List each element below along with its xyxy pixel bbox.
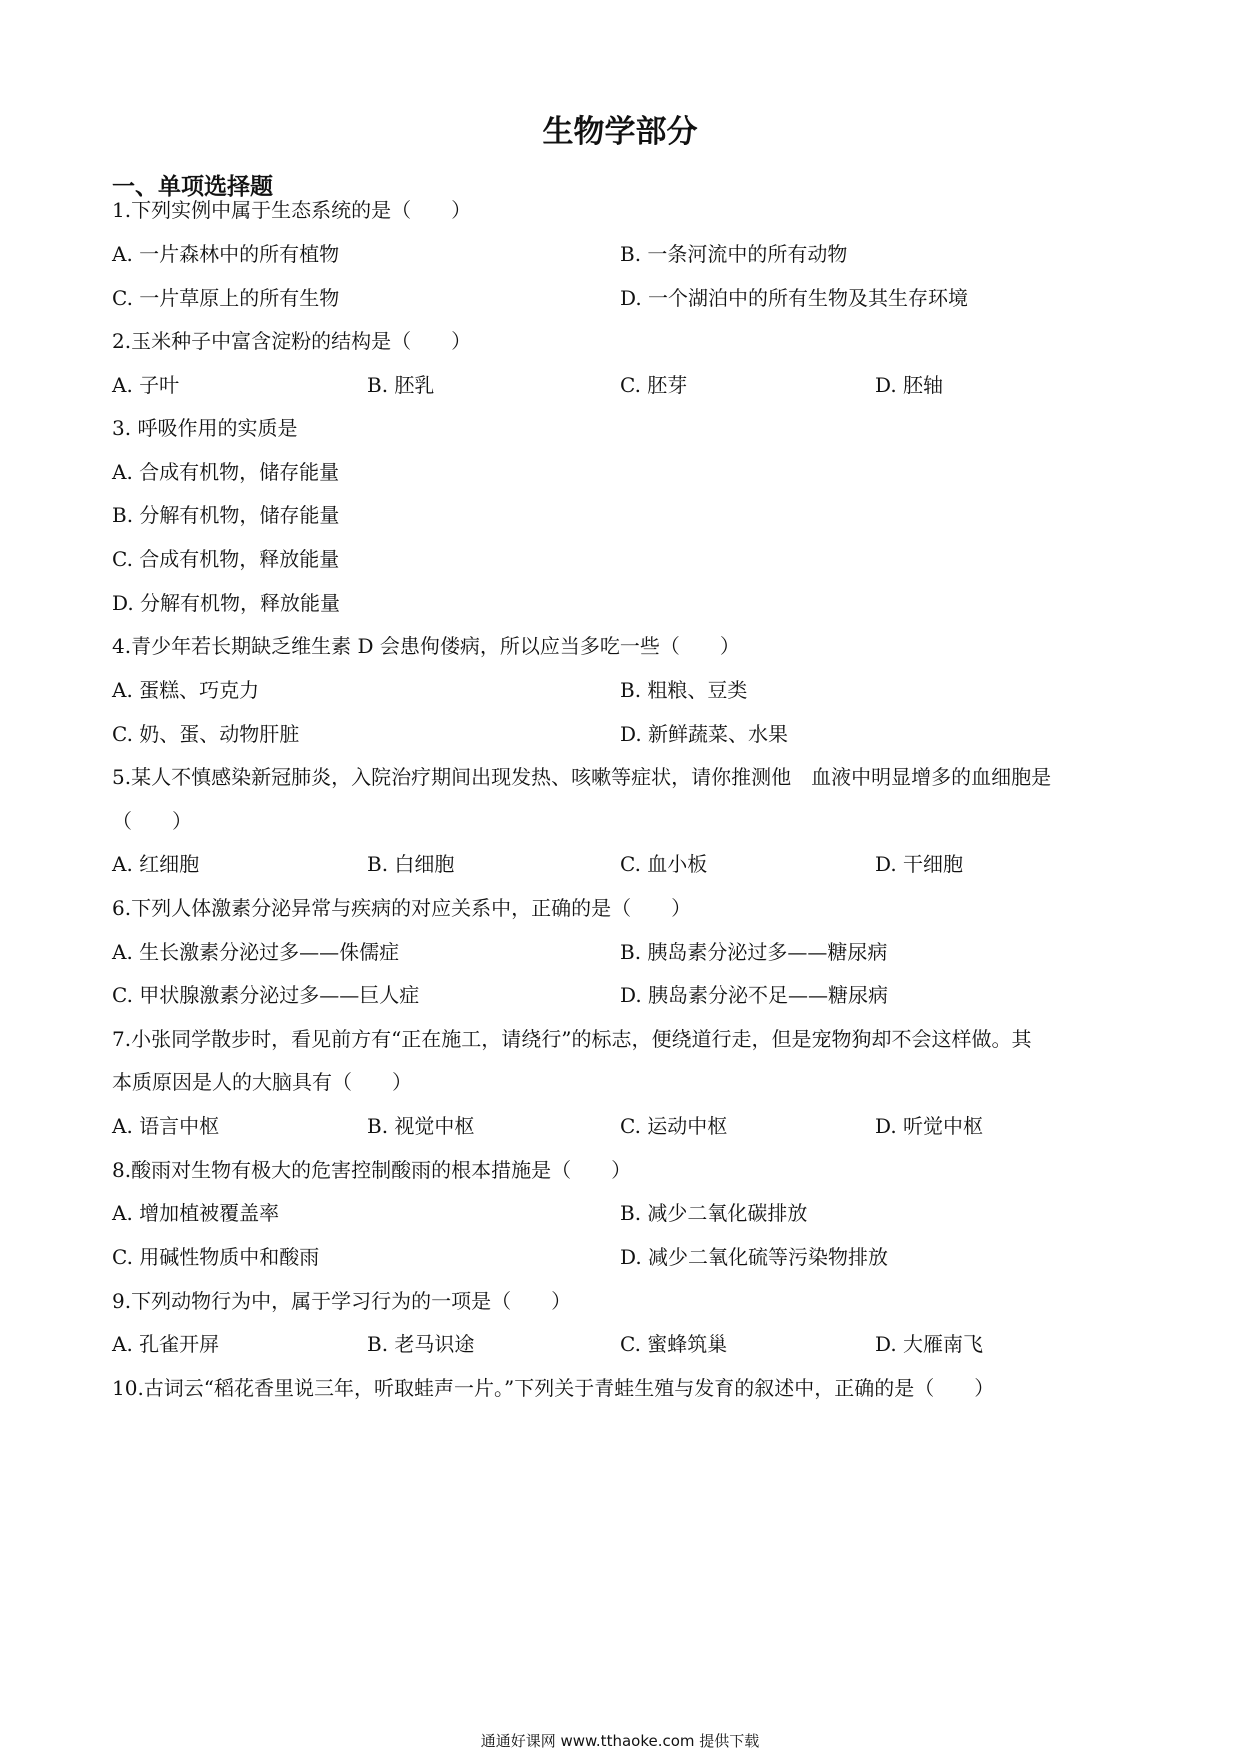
question-4-stem: 4.青少年若长期缺乏维生素 D 会患佝偻病，所以应当多吃一些（ ） xyxy=(112,634,740,658)
question-2-option-b: B. 胚乳 xyxy=(367,373,435,397)
question-9-stem: 9.下列动物行为中，属于学习行为的一项是（ ） xyxy=(112,1289,572,1313)
section-heading: 一、单项选择题 xyxy=(112,174,273,200)
question-3-option-a: A. 合成有机物，储存能量 xyxy=(112,460,340,484)
question-9-option-b: B. 老马识途 xyxy=(367,1332,475,1356)
question-5-stem: 5.某人不慎感染新冠肺炎，入院治疗期间出现发热、咳嗽等症状，请你推测他 血液中明显增多的血细胞是 xyxy=(112,765,1052,789)
question-3-option-b: B. 分解有机物，储存能量 xyxy=(112,503,340,527)
question-8-option-b: B. 减少二氧化碳排放 xyxy=(620,1201,808,1225)
question-6-option-b: B. 胰岛素分泌过多——糖尿病 xyxy=(620,940,888,964)
question-8-stem: 8.酸雨对生物有极大的危害控制酸雨的根本措施是（ ） xyxy=(112,1158,632,1182)
question-2-option-d: D. 胚轴 xyxy=(875,373,944,397)
question-2-stem: 2.玉米种子中富含淀粉的结构是（ ） xyxy=(112,329,472,353)
question-7-stem-continued: 本质原因是人的大脑具有（ ） xyxy=(112,1070,412,1094)
question-3-option-d: D. 分解有机物，释放能量 xyxy=(112,591,341,615)
page-footer: 通通好课网 www.tthaoke.com 提供下载 xyxy=(480,1732,760,1750)
question-6-stem: 6.下列人体激素分泌异常与疾病的对应关系中，正确的是（ ） xyxy=(112,896,692,920)
question-4-option-c: C. 奶、蛋、动物肝脏 xyxy=(112,722,300,746)
question-4-option-d: D. 新鲜蔬菜、水果 xyxy=(620,722,789,746)
question-4-option-b: B. 粗粮、豆类 xyxy=(620,678,748,702)
question-8-option-a: A. 增加植被覆盖率 xyxy=(112,1201,280,1225)
question-9-option-d: D. 大雁南飞 xyxy=(875,1332,984,1356)
question-7-option-d: D. 听觉中枢 xyxy=(875,1114,984,1138)
question-7-option-a: A. 语言中枢 xyxy=(112,1114,220,1138)
question-6-option-c: C. 甲状腺激素分泌过多——巨人症 xyxy=(112,983,420,1007)
question-1-option-c: C. 一片草原上的所有生物 xyxy=(112,286,340,310)
question-8-option-c: C. 用碱性物质中和酸雨 xyxy=(112,1245,320,1269)
question-1-option-a: A. 一片森林中的所有植物 xyxy=(112,242,340,266)
question-5-option-a: A. 红细胞 xyxy=(112,852,200,876)
question-7-option-c: C. 运动中枢 xyxy=(620,1114,728,1138)
question-4-option-a: A. 蛋糕、巧克力 xyxy=(112,678,260,702)
question-5-stem-continued: （ ） xyxy=(112,809,192,833)
question-7-option-b: B. 视觉中枢 xyxy=(367,1114,475,1138)
question-3-stem: 3. 呼吸作用的实质是 xyxy=(112,416,298,440)
question-2-option-c: C. 胚芽 xyxy=(620,373,688,397)
question-10-stem: 10.古词云“稻花香里说三年，听取蛙声一片。”下列关于青蛙生殖与发育的叙述中，正确的是（ ） xyxy=(112,1376,995,1400)
question-2-option-a: A. 子叶 xyxy=(112,373,180,397)
question-9-option-c: C. 蜜蜂筑巢 xyxy=(620,1332,728,1356)
question-1-option-b: B. 一条河流中的所有动物 xyxy=(620,242,848,266)
page-title: 生物学部分 xyxy=(542,114,698,150)
question-1-stem: 1.下列实例中属于生态系统的是（ ） xyxy=(112,198,472,222)
question-5-option-b: B. 白细胞 xyxy=(367,852,455,876)
question-6-option-a: A. 生长激素分泌过多——侏儒症 xyxy=(112,940,400,964)
question-5-option-d: D. 干细胞 xyxy=(875,852,964,876)
question-8-option-d: D. 减少二氧化硫等污染物排放 xyxy=(620,1245,889,1269)
question-5-option-c: C. 血小板 xyxy=(620,852,708,876)
question-3-option-c: C. 合成有机物，释放能量 xyxy=(112,547,340,571)
question-7-stem: 7.小张同学散步时，看见前方有“正在施工，请绕行”的标志，便绕道行走，但是宠物狗却不会这样做。其 xyxy=(112,1027,1032,1051)
question-1-option-d: D. 一个湖泊中的所有生物及其生存环境 xyxy=(620,286,969,310)
question-6-option-d: D. 胰岛素分泌不足——糖尿病 xyxy=(620,983,889,1007)
question-9-option-a: A. 孔雀开屏 xyxy=(112,1332,220,1356)
